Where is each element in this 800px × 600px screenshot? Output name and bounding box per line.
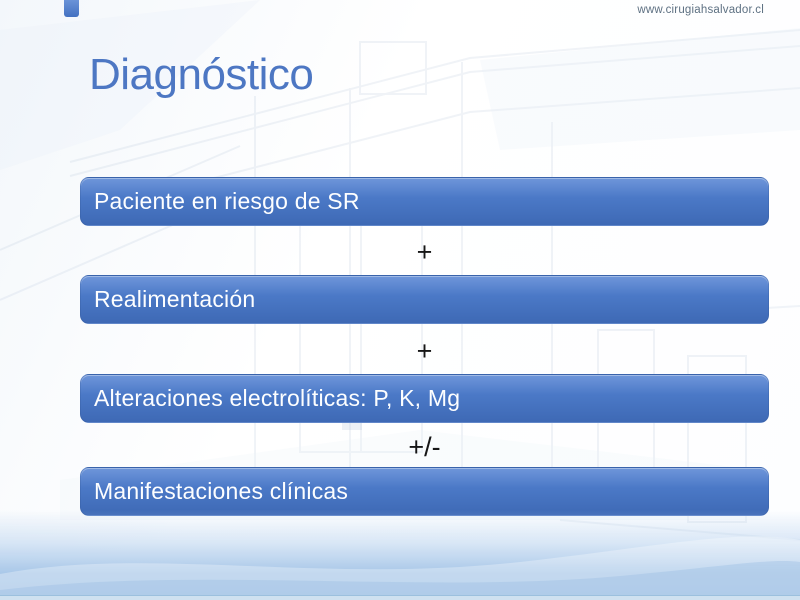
bottom-gradient-band (0, 510, 800, 596)
bar-label: Alteraciones electrolíticas: P, K, Mg (94, 385, 461, 411)
flow-bar-electrolyte-alterations (80, 374, 769, 423)
bar-label: Manifestaciones clínicas (94, 478, 349, 504)
flow-operator-plus-minus: +/- (408, 432, 441, 462)
bottom-edge-strip (0, 595, 800, 600)
bar-label: Realimentación (94, 286, 256, 312)
flow-bar-patient-at-risk (80, 177, 769, 226)
flow-operator-plus-2: + (416, 336, 433, 366)
flow-bar-clinical-manifestations (80, 467, 769, 516)
flow-bar-refeeding (80, 275, 769, 324)
website-caption: www.cirugiahsalvador.cl (637, 4, 764, 16)
bar-label: Paciente en riesgo de SR (94, 188, 360, 214)
flow-operator-plus-1: + (416, 237, 433, 267)
wave-decoration (0, 510, 800, 596)
slide-title: Diagnóstico (89, 50, 314, 99)
